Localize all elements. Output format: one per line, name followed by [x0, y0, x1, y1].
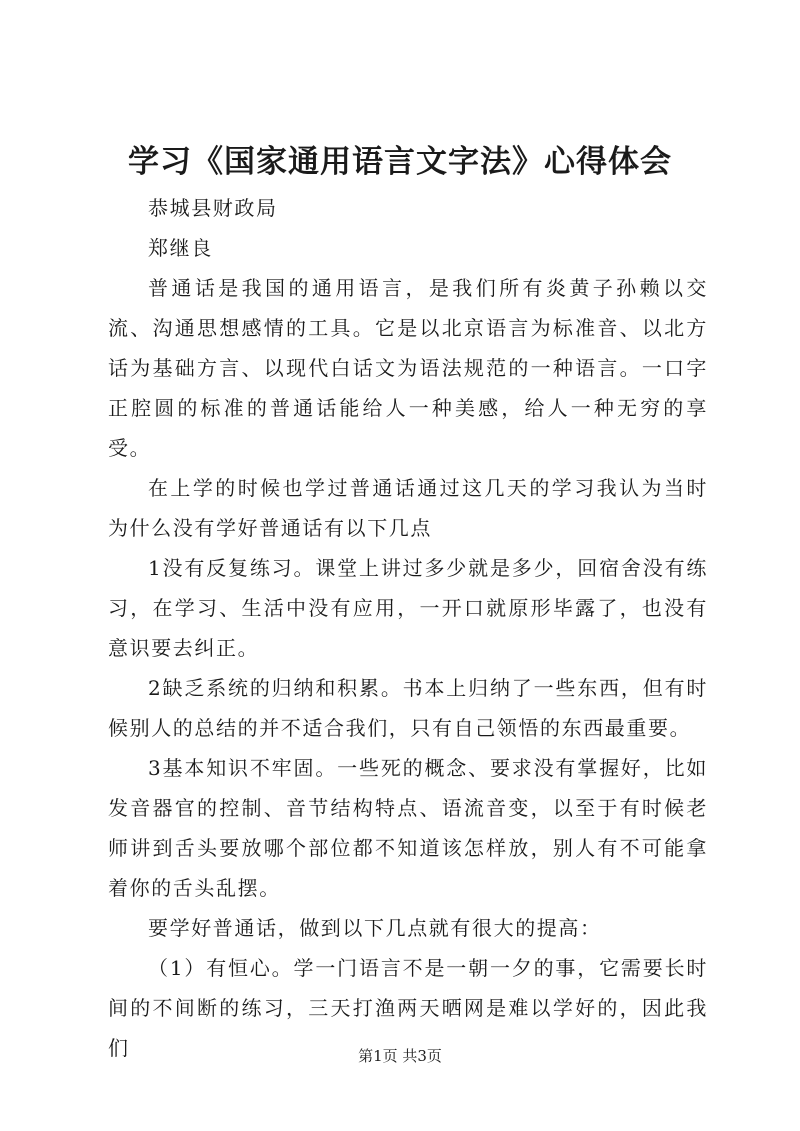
body-paragraph: 2缺乏系统的归纳和积累。书本上归纳了一些东西，但有时候别人的总结的并不适合我们，只有自己领悟的东西最重要。: [108, 676, 708, 740]
author-organization: 恭城县财政局: [148, 196, 278, 220]
body-paragraph: 在上学的时候也学过普通话通过这几天的学习我认为当时为什么没有学好普通话有以下几点: [108, 476, 708, 540]
author-name: 郑继良: [148, 236, 213, 260]
body-paragraph: 普通话是我国的通用语言，是我们所有炎黄子孙赖以交流、沟通思想感情的工具。它是以北京语言为标准音、以北方话为基础方言、以现代白话文为语法规范的一种语言。一口字正腔圆的标准的普通话能给人一种美感，给人一种无穷的享受。: [108, 276, 708, 460]
body-paragraph: 3基本知识不牢固。一些死的概念、要求没有掌握好，比如发音器官的控制、音节结构特点、语流音变，以至于有时候老师讲到舌头要放哪个部位都不知道该怎样放，别人有不可能拿着你的舌头乱摆。: [108, 756, 708, 900]
document-body: [108, 188, 708, 1068]
body-paragraph: （1）有恒心。学一门语言不是一朝一夕的事，它需要长时间的不间断的练习，三天打渔两天晒网是难以学好的，因此我们: [108, 956, 708, 1060]
page-footer: 第1页 共3页: [358, 1047, 442, 1065]
body-paragraph: 要学好普通话，做到以下几点就有很大的提高：: [148, 916, 602, 940]
body-paragraph: 1没有反复练习。课堂上讲过多少就是多少，回宿舍没有练习，在学习、生活中没有应用，一开口就原形毕露了，也没有意识要去纠正。: [108, 556, 708, 660]
document-title: 学习《国家通用语言文字法》心得体会: [128, 144, 672, 180]
